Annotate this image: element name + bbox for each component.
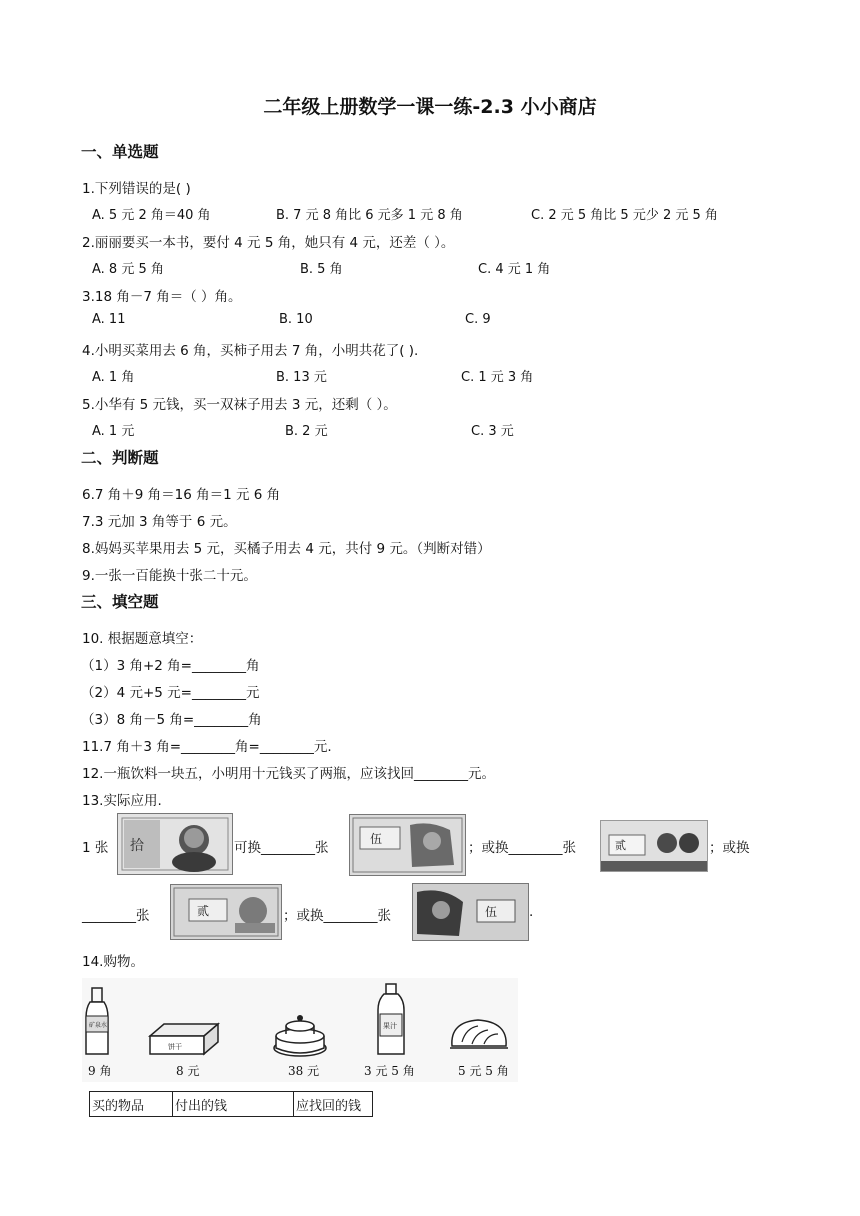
q5-option-a: A. 1 元 xyxy=(92,424,135,439)
banknote-label: 伍 xyxy=(485,905,498,919)
question-4: 4.小明买菜用去 6 角，买柿子用去 7 角，小明共花了( ). xyxy=(82,343,419,359)
banknote-label: 拾 xyxy=(130,838,144,854)
biscuit-box-label: 饼干 xyxy=(168,1043,182,1051)
price-label: 8 元 xyxy=(176,1064,200,1078)
q2-option-c: C. 4 元 1 角 xyxy=(478,262,551,277)
water-bottle-label: 矿泉水 xyxy=(89,1022,108,1029)
banknote-label: 伍 xyxy=(370,832,383,846)
price-label: 5 元 5 角 xyxy=(458,1064,509,1078)
q2-option-b: B. 5 角 xyxy=(300,262,343,277)
water-bottle-icon xyxy=(86,988,108,1054)
price-label: 3 元 5 角 xyxy=(364,1064,415,1078)
question-9: 9.一张一百能换十张二十元。 xyxy=(82,568,257,584)
price-label: 9 角 xyxy=(88,1064,112,1078)
banknote-image xyxy=(412,883,529,941)
shopping-table xyxy=(89,1091,373,1117)
juice-bottle-label: 果汁 xyxy=(383,1022,397,1030)
question-3: 3.18 角－7 角＝（ ）角。 xyxy=(82,289,242,305)
question-12: 12.一瓶饮料一块五，小明用十元钱买了两瓶，应该找回________元。 xyxy=(82,766,495,782)
q10-part-3: （3）8 角－5 角=________角 xyxy=(81,712,262,728)
table-header-cell: 付出的钱 xyxy=(173,1092,294,1117)
question-7: 7.3 元加 3 角等于 6 元。 xyxy=(82,514,237,530)
q13-text-exchange-3: ；或换 xyxy=(709,840,750,856)
q13-text-exchange-4: ；或换________张 xyxy=(283,908,391,924)
q13-text-exchange-2: ；或换________张 xyxy=(468,840,576,856)
q10-part-2: （2）4 元+5 元=________元 xyxy=(81,685,260,701)
q2-option-a: A. 8 元 5 角 xyxy=(92,262,164,277)
banknote-image xyxy=(349,814,466,876)
q1-option-a: A. 5 元 2 角＝40 角 xyxy=(92,208,211,223)
question-2: 2.丽丽要买一本书，要付 4 元 5 角，她只有 4 元，还差（ ）。 xyxy=(82,235,455,251)
q4-option-b: B. 13 元 xyxy=(276,370,327,385)
q3-option-b: B. 10 xyxy=(279,312,313,327)
q13-text-one-note: 1 张 xyxy=(82,840,109,856)
section-heading: 二、判断题 xyxy=(81,449,159,467)
question-13: 13.实际应用. xyxy=(82,793,162,809)
cake-icon xyxy=(274,1015,326,1056)
q13-text-end: . xyxy=(529,904,534,920)
price-label: 38 元 xyxy=(288,1064,320,1078)
banknote-image xyxy=(170,884,282,940)
q3-option-a: A. 11 xyxy=(92,312,126,327)
banknote-image xyxy=(117,813,233,875)
banknote-image xyxy=(600,820,708,872)
table-row xyxy=(90,1092,373,1117)
question-5: 5.小华有 5 元钱，买一双袜子用去 3 元，还剩（ ）。 xyxy=(82,397,397,413)
question-8: 8.妈妈买苹果用去 5 元，买橘子用去 4 元，共付 9 元。（判断对错） xyxy=(82,541,491,557)
question-14: 14.购物。 xyxy=(82,954,144,970)
juice-bottle-icon xyxy=(378,984,404,1054)
question-10: 10. 根据题意填空： xyxy=(82,631,203,647)
q1-option-c: C. 2 元 5 角比 5 元少 2 元 5 角 xyxy=(531,208,718,223)
page-title: 二年级上册数学一课一练-2.3 小小商店 xyxy=(263,96,597,118)
banknote-label: 贰 xyxy=(615,839,626,852)
q4-option-c: C. 1 元 3 角 xyxy=(461,370,534,385)
q13-text-exchange-1: 可换________张 xyxy=(234,840,329,856)
q5-option-c: C. 3 元 xyxy=(471,424,514,439)
question-6: 6.7 角＋9 角＝16 角＝1 元 6 角 xyxy=(82,487,281,503)
question-1: 1.下列错误的是( ) xyxy=(82,181,191,197)
question-11: 11.7 角＋3 角=________角=________元. xyxy=(82,739,332,755)
q4-option-a: A. 1 角 xyxy=(92,370,135,385)
section-heading: 一、单选题 xyxy=(81,143,159,161)
biscuit-box-icon xyxy=(150,1024,218,1054)
section-heading: 三、填空题 xyxy=(81,593,159,611)
table-header-cell: 买的物品 xyxy=(90,1092,173,1117)
banknote-label: 贰 xyxy=(197,904,210,918)
goods-illustration xyxy=(82,978,518,1082)
table-header-cell: 应找回的钱 xyxy=(294,1092,373,1117)
q10-part-1: （1）3 角+2 角=________角 xyxy=(81,658,260,674)
q5-option-b: B. 2 元 xyxy=(285,424,328,439)
q3-option-c: C. 9 xyxy=(465,312,491,327)
bread-icon xyxy=(450,1020,508,1048)
q13-text-count: ________张 xyxy=(82,908,150,924)
q1-option-b: B. 7 元 8 角比 6 元多 1 元 8 角 xyxy=(276,208,463,223)
